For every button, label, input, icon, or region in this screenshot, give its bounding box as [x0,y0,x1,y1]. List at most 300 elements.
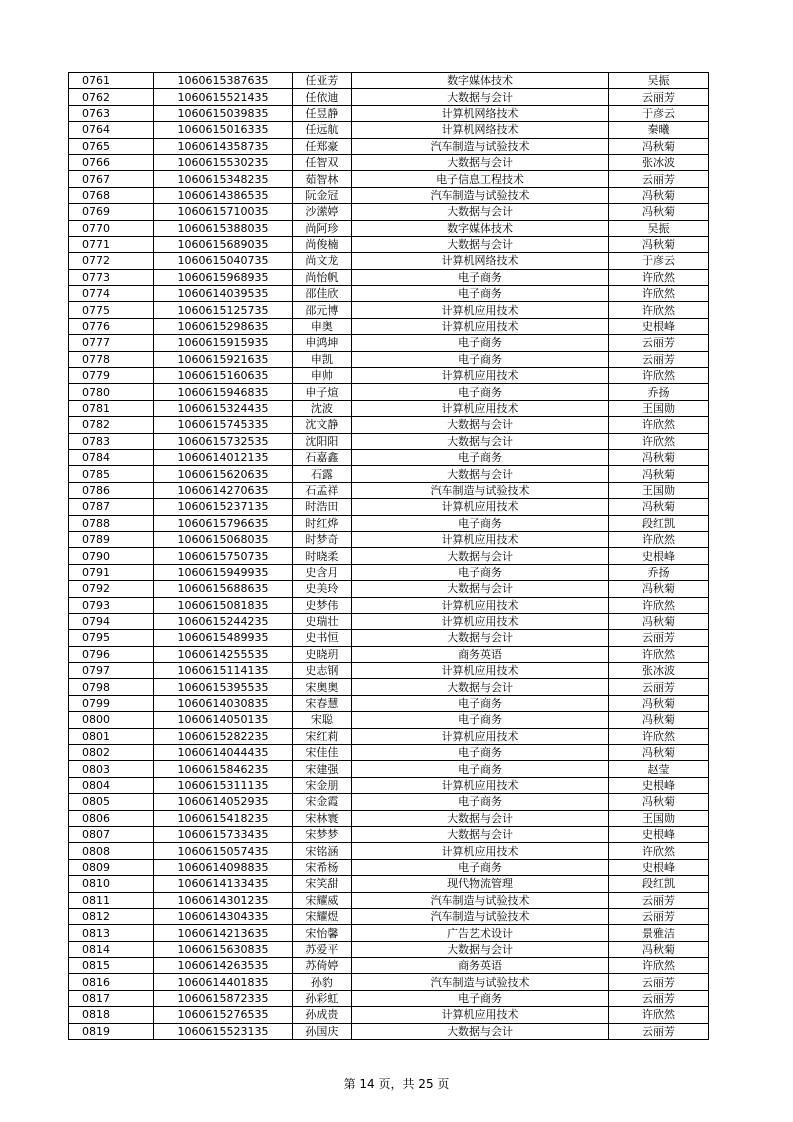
teacher-cell: 许欣然 [609,531,709,547]
table-row [69,679,709,695]
teacher-cell: 许欣然 [609,417,709,433]
student-name-cell: 申子煊 [292,384,351,400]
student-id-cell: 1060615016335 [154,122,292,138]
table-row [69,908,709,924]
teacher-cell: 史根峰 [609,777,709,793]
table-row [69,663,709,679]
major-cell: 大数据与会计 [352,417,609,433]
major-cell: 计算机应用技术 [352,843,609,859]
table-row [69,122,709,138]
teacher-cell: 冯秋菊 [609,712,709,728]
table-row [69,761,709,777]
teacher-cell: 冯秋菊 [609,794,709,810]
student-name-cell: 任亚芳 [292,73,351,89]
teacher-cell: 冯秋菊 [609,941,709,957]
student-name-cell: 孙豹 [292,974,351,990]
seq-cell: 0810 [69,876,154,892]
table-row [69,417,709,433]
table-row [69,794,709,810]
seq-cell: 0781 [69,400,154,416]
seq-cell: 0814 [69,941,154,957]
student-name-cell: 时浩田 [292,499,351,515]
teacher-cell: 乔扬 [609,384,709,400]
major-cell: 大数据与会计 [352,679,609,695]
student-name-cell: 沈文静 [292,417,351,433]
student-name-cell: 任远航 [292,122,351,138]
teacher-cell: 王国勋 [609,482,709,498]
student-id-cell: 1060614098835 [154,859,292,875]
table-row [69,220,709,236]
seq-cell: 0771 [69,236,154,252]
table-row [69,269,709,285]
teacher-cell: 冯秋菊 [609,204,709,220]
seq-cell: 0776 [69,318,154,334]
major-cell: 大数据与会计 [352,433,609,449]
major-cell: 数字媒体技术 [352,220,609,236]
table-row [69,351,709,367]
student-id-cell: 1060615710035 [154,204,292,220]
seq-cell: 0808 [69,843,154,859]
major-cell: 电子商务 [352,564,609,580]
seq-cell: 0779 [69,368,154,384]
student-id-cell: 1060614270635 [154,482,292,498]
student-id-cell: 1060615689035 [154,236,292,252]
student-name-cell: 茹智林 [292,171,351,187]
student-name-cell: 宋耀威 [292,892,351,908]
seq-cell: 0772 [69,253,154,269]
major-cell: 计算机应用技术 [352,728,609,744]
major-cell: 计算机应用技术 [352,663,609,679]
student-id-cell: 1060615040735 [154,253,292,269]
major-cell: 大数据与会计 [352,810,609,826]
table-row [69,925,709,941]
major-cell: 电子商务 [352,269,609,285]
table-row [69,400,709,416]
seq-cell: 0789 [69,531,154,547]
major-cell: 大数据与会计 [352,548,609,564]
seq-cell: 0768 [69,187,154,203]
major-cell: 计算机应用技术 [352,531,609,547]
student-id-cell: 1060615733435 [154,826,292,842]
student-id-cell: 1060615395535 [154,679,292,695]
teacher-cell: 云丽芳 [609,335,709,351]
seq-cell: 0795 [69,630,154,646]
table-row [69,368,709,384]
major-cell: 商务英语 [352,646,609,662]
student-name-cell: 邵佳欣 [292,286,351,302]
table-row [69,974,709,990]
major-cell: 汽车制造与试验技术 [352,482,609,498]
major-cell: 大数据与会计 [352,581,609,597]
major-cell: 电子商务 [352,859,609,875]
table-row [69,105,709,121]
student-id-cell: 1060615160635 [154,368,292,384]
teacher-cell: 于彦云 [609,105,709,121]
seq-cell: 0809 [69,859,154,875]
student-id-cell: 1060614030835 [154,695,292,711]
teacher-cell: 冯秋菊 [609,138,709,154]
student-name-cell: 时红烨 [292,515,351,531]
student-id-cell: 1060615620635 [154,466,292,482]
table-row [69,171,709,187]
student-id-cell: 1060615114135 [154,663,292,679]
teacher-cell: 许欣然 [609,1007,709,1023]
seq-cell: 0782 [69,417,154,433]
major-cell: 商务英语 [352,958,609,974]
student-name-cell: 史瑞壮 [292,613,351,629]
seq-cell: 0815 [69,958,154,974]
seq-cell: 0767 [69,171,154,187]
table-row [69,695,709,711]
student-id-cell: 1060615530235 [154,154,292,170]
teacher-cell: 冯秋菊 [609,745,709,761]
seq-cell: 0774 [69,286,154,302]
student-name-cell: 苏爱平 [292,941,351,957]
major-cell: 计算机网络技术 [352,253,609,269]
student-id-cell: 1060615298635 [154,318,292,334]
student-id-cell: 1060614401835 [154,974,292,990]
student-name-cell: 宋梦梦 [292,826,351,842]
major-cell: 数字媒体技术 [352,73,609,89]
seq-cell: 0801 [69,728,154,744]
student-name-cell: 尚怡帆 [292,269,351,285]
student-id-cell: 1060615387635 [154,73,292,89]
teacher-cell: 于彦云 [609,253,709,269]
table-row [69,630,709,646]
student-name-cell: 宋林寰 [292,810,351,826]
teacher-cell: 冯秋菊 [609,236,709,252]
seq-cell: 0775 [69,302,154,318]
teacher-cell: 许欣然 [609,728,709,744]
seq-cell: 0805 [69,794,154,810]
seq-cell: 0794 [69,613,154,629]
student-id-cell: 1060614050135 [154,712,292,728]
student-name-cell: 任智双 [292,154,351,170]
student-id-cell: 1060615968935 [154,269,292,285]
seq-cell: 0807 [69,826,154,842]
teacher-cell: 冯秋菊 [609,581,709,597]
table-row [69,613,709,629]
teacher-cell: 王国勋 [609,400,709,416]
table-row [69,745,709,761]
table-row [69,990,709,1006]
seq-cell: 0811 [69,892,154,908]
student-id-cell: 1060614213635 [154,925,292,941]
student-name-cell: 尚文龙 [292,253,351,269]
student-name-cell: 任郑豪 [292,138,351,154]
table-row [69,499,709,515]
major-cell: 汽车制造与试验技术 [352,187,609,203]
seq-cell: 0813 [69,925,154,941]
seq-cell: 0802 [69,745,154,761]
teacher-cell: 赵莹 [609,761,709,777]
major-cell: 电子商务 [352,745,609,761]
table-row [69,810,709,826]
major-cell: 大数据与会计 [352,89,609,105]
student-name-cell: 宋聪 [292,712,351,728]
student-id-cell: 1060614039535 [154,286,292,302]
teacher-cell: 段红凯 [609,515,709,531]
student-name-cell: 尚俊楠 [292,236,351,252]
teacher-cell: 王国勋 [609,810,709,826]
student-id-cell: 1060615237135 [154,499,292,515]
table-row [69,482,709,498]
table-row [69,564,709,580]
teacher-cell: 许欣然 [609,433,709,449]
teacher-cell: 许欣然 [609,646,709,662]
student-name-cell: 宋建强 [292,761,351,777]
major-cell: 计算机应用技术 [352,499,609,515]
seq-cell: 0769 [69,204,154,220]
student-id-cell: 1060614301235 [154,892,292,908]
student-id-cell: 1060615745335 [154,417,292,433]
student-id-cell: 1060615282235 [154,728,292,744]
major-cell: 计算机应用技术 [352,1007,609,1023]
student-id-cell: 1060614255535 [154,646,292,662]
student-id-cell: 1060614386535 [154,187,292,203]
teacher-cell: 乔扬 [609,564,709,580]
student-id-cell: 1060615057435 [154,843,292,859]
seq-cell: 0785 [69,466,154,482]
student-id-cell: 1060615630835 [154,941,292,957]
student-name-cell: 史含月 [292,564,351,580]
student-name-cell: 石露 [292,466,351,482]
student-name-cell: 阮金冠 [292,187,351,203]
table-row [69,826,709,842]
teacher-cell: 许欣然 [609,597,709,613]
teacher-cell: 云丽芳 [609,630,709,646]
teacher-cell: 许欣然 [609,286,709,302]
student-id-cell: 1060615949935 [154,564,292,580]
student-id-cell: 1060615796635 [154,515,292,531]
student-name-cell: 石孟祥 [292,482,351,498]
teacher-cell: 冯秋菊 [609,499,709,515]
seq-cell: 0790 [69,548,154,564]
student-name-cell: 尚阿珍 [292,220,351,236]
teacher-cell: 冯秋菊 [609,187,709,203]
student-name-cell: 史书恒 [292,630,351,646]
student-name-cell: 任昱静 [292,105,351,121]
teacher-cell: 张冰波 [609,154,709,170]
student-id-cell: 1060615324435 [154,400,292,416]
teacher-cell: 许欣然 [609,843,709,859]
teacher-cell: 云丽芳 [609,171,709,187]
student-id-cell: 1060615311135 [154,777,292,793]
major-cell: 计算机应用技术 [352,368,609,384]
student-id-cell: 1060614263535 [154,958,292,974]
student-id-cell: 1060615125735 [154,302,292,318]
seq-cell: 0817 [69,990,154,1006]
seq-cell: 0791 [69,564,154,580]
seq-cell: 0819 [69,1023,154,1039]
teacher-cell: 云丽芳 [609,679,709,695]
major-cell: 电子商务 [352,351,609,367]
teacher-cell: 云丽芳 [609,990,709,1006]
table-row [69,433,709,449]
page-footer: 第 14 页，共 25 页 [343,1077,450,1091]
major-cell: 汽车制造与试验技术 [352,908,609,924]
student-id-cell: 1060615081835 [154,597,292,613]
student-id-cell: 1060615039835 [154,105,292,121]
major-cell: 大数据与会计 [352,236,609,252]
major-cell: 电子商务 [352,515,609,531]
seq-cell: 0799 [69,695,154,711]
student-id-cell: 1060615418235 [154,810,292,826]
table-row [69,1023,709,1039]
student-name-cell: 史志钢 [292,663,351,679]
student-id-cell: 1060614052935 [154,794,292,810]
major-cell: 大数据与会计 [352,826,609,842]
major-cell: 汽车制造与试验技术 [352,138,609,154]
seq-cell: 0780 [69,384,154,400]
teacher-cell: 许欣然 [609,958,709,974]
student-name-cell: 宋希杨 [292,859,351,875]
major-cell: 电子商务 [352,449,609,465]
teacher-cell: 冯秋菊 [609,613,709,629]
seq-cell: 0762 [69,89,154,105]
student-id-cell: 1060615068035 [154,531,292,547]
major-cell: 电子商务 [352,712,609,728]
roster-body [69,73,709,1040]
student-id-cell: 1060614012135 [154,449,292,465]
major-cell: 电子商务 [352,335,609,351]
student-id-cell: 1060614044435 [154,745,292,761]
major-cell: 计算机应用技术 [352,777,609,793]
major-cell: 电子信息工程技术 [352,171,609,187]
major-cell: 电子商务 [352,794,609,810]
student-id-cell: 1060614358735 [154,138,292,154]
major-cell: 大数据与会计 [352,154,609,170]
teacher-cell: 景雅洁 [609,925,709,941]
table-row [69,89,709,105]
table-row [69,1007,709,1023]
teacher-cell: 云丽芳 [609,89,709,105]
teacher-cell: 冯秋菊 [609,449,709,465]
seq-cell: 0766 [69,154,154,170]
seq-cell: 0818 [69,1007,154,1023]
student-name-cell: 孙国庆 [292,1023,351,1039]
student-name-cell: 石嘉鑫 [292,449,351,465]
student-id-cell: 1060615846235 [154,761,292,777]
seq-cell: 0796 [69,646,154,662]
table-row [69,449,709,465]
student-name-cell: 宋奥奥 [292,679,351,695]
student-name-cell: 史晓玥 [292,646,351,662]
student-id-cell: 1060615750735 [154,548,292,564]
major-cell: 电子商务 [352,990,609,1006]
major-cell: 计算机应用技术 [352,400,609,416]
seq-cell: 0816 [69,974,154,990]
table-row [69,187,709,203]
seq-cell: 0812 [69,908,154,924]
seq-cell: 0761 [69,73,154,89]
student-name-cell: 宋铭涵 [292,843,351,859]
teacher-cell: 许欣然 [609,269,709,285]
student-name-cell: 沈阳阳 [292,433,351,449]
table-row [69,335,709,351]
table-row [69,876,709,892]
student-id-cell: 1060615688635 [154,581,292,597]
teacher-cell: 史根峰 [609,548,709,564]
major-cell: 汽车制造与试验技术 [352,892,609,908]
table-row [69,646,709,662]
student-name-cell: 邵元博 [292,302,351,318]
major-cell: 大数据与会计 [352,204,609,220]
student-name-cell: 申奥 [292,318,351,334]
teacher-cell: 许欣然 [609,368,709,384]
table-row [69,286,709,302]
seq-cell: 0787 [69,499,154,515]
student-name-cell: 任依迪 [292,89,351,105]
student-id-cell: 1060615872335 [154,990,292,1006]
seq-cell: 0765 [69,138,154,154]
major-cell: 电子商务 [352,286,609,302]
student-id-cell: 1060615921635 [154,351,292,367]
student-name-cell: 时晓柔 [292,548,351,564]
table-row [69,138,709,154]
table-row [69,548,709,564]
teacher-cell: 冯秋菊 [609,466,709,482]
table-row [69,958,709,974]
student-id-cell: 1060615388035 [154,220,292,236]
student-id-cell: 1060615489935 [154,630,292,646]
teacher-cell: 史根峰 [609,859,709,875]
seq-cell: 0804 [69,777,154,793]
seq-cell: 0784 [69,449,154,465]
major-cell: 计算机网络技术 [352,122,609,138]
table-row [69,73,709,89]
major-cell: 计算机应用技术 [352,318,609,334]
major-cell: 大数据与会计 [352,1023,609,1039]
student-name-cell: 沈波 [292,400,351,416]
student-name-cell: 宋怡馨 [292,925,351,941]
seq-cell: 0788 [69,515,154,531]
table-row [69,318,709,334]
seq-cell: 0764 [69,122,154,138]
student-id-cell: 1060615523135 [154,1023,292,1039]
student-name-cell: 史梦伟 [292,597,351,613]
student-id-cell: 1060615244235 [154,613,292,629]
student-roster-table [68,72,709,1040]
major-cell: 大数据与会计 [352,941,609,957]
student-name-cell: 沙潆婷 [292,204,351,220]
major-cell: 计算机网络技术 [352,105,609,121]
major-cell: 计算机应用技术 [352,613,609,629]
student-name-cell: 时梦奇 [292,531,351,547]
student-id-cell: 1060615732535 [154,433,292,449]
table-row [69,236,709,252]
major-cell: 电子商务 [352,761,609,777]
seq-cell: 0806 [69,810,154,826]
student-name-cell: 宋耀煜 [292,908,351,924]
table-row [69,941,709,957]
student-name-cell: 孙成贵 [292,1007,351,1023]
table-row [69,777,709,793]
seq-cell: 0773 [69,269,154,285]
seq-cell: 0778 [69,351,154,367]
teacher-cell: 云丽芳 [609,974,709,990]
table-row [69,712,709,728]
seq-cell: 0783 [69,433,154,449]
major-cell: 大数据与会计 [352,630,609,646]
seq-cell: 0786 [69,482,154,498]
table-row [69,892,709,908]
student-id-cell: 1060614304335 [154,908,292,924]
teacher-cell: 云丽芳 [609,892,709,908]
table-row [69,581,709,597]
student-name-cell: 宋笑甜 [292,876,351,892]
table-row [69,843,709,859]
